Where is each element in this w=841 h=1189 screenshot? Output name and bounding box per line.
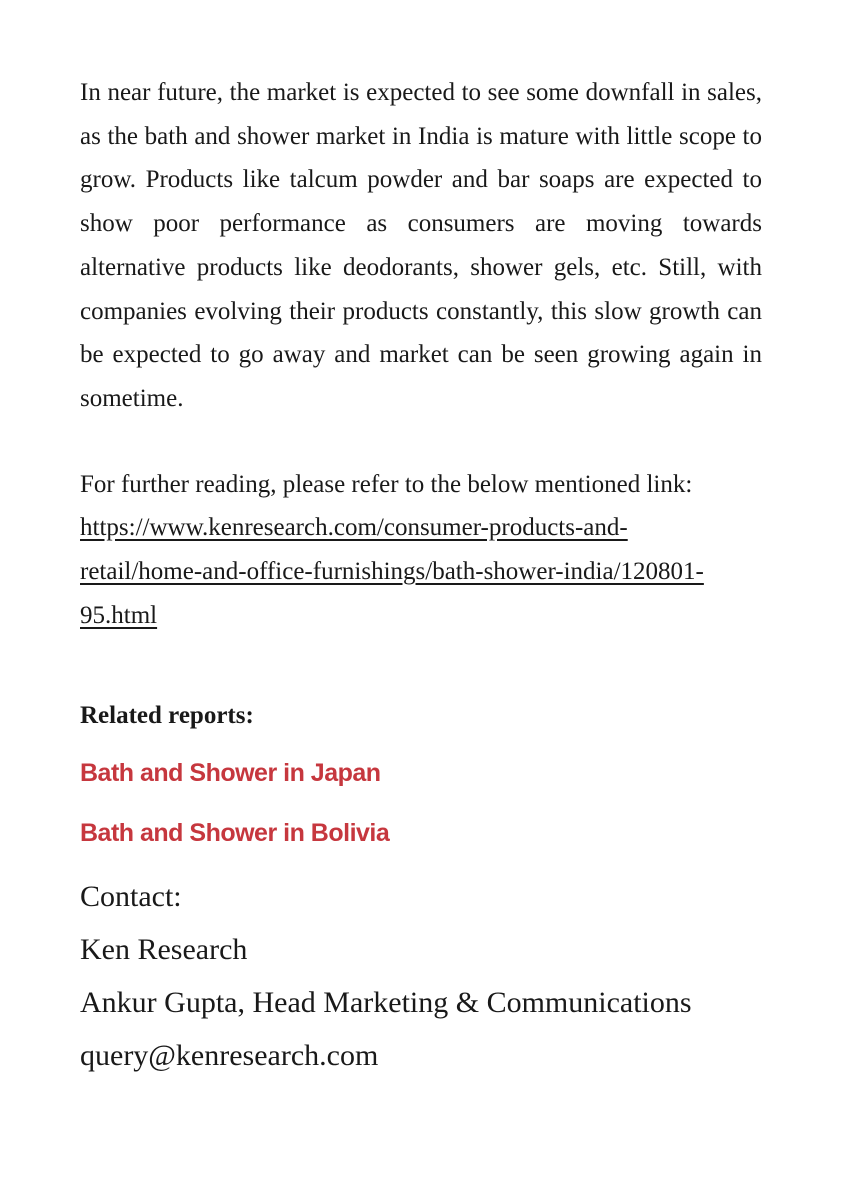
further-reading-intro: For further reading, please refer to the below mentioned link: — [80, 470, 693, 498]
contact-heading: Contact: — [80, 880, 182, 914]
further-reading-section — [80, 463, 762, 638]
contact-email: query@kenresearch.com — [80, 1039, 379, 1073]
contact-person: Ankur Gupta, Head Marketing & Communications — [80, 986, 692, 1020]
report-url-line-3[interactable]: 95.html — [80, 601, 158, 629]
contact-section — [80, 870, 762, 1082]
market-outlook-paragraph: In near future, the market is expected to see some downfall in sales, as the bath and shower market in India is mature with little scope to grow. Products like talcum powder and bar soaps are expected to show poor performance as consumers are moving towards alternative products like deodorants, shower gels, etc. Still, with companies evolving their products constantly, this slow growth can be expected to go away and market can be seen growing again in sometime. — [80, 79, 762, 412]
related-reports-heading: Related reports: — [80, 702, 254, 730]
report-url-line-1[interactable]: https://www.kenresearch.com/consumer-products-and- — [80, 514, 628, 542]
related-report-link-bolivia[interactable]: Bath and Shower in Bolivia — [80, 819, 390, 848]
report-url-line-2[interactable]: retail/home-and-office-furnishings/bath-shower-india/120801- — [80, 558, 704, 586]
report-url-link[interactable] — [80, 506, 762, 637]
related-report-link-japan[interactable]: Bath and Shower in Japan — [80, 759, 381, 788]
contact-company: Ken Research — [80, 933, 248, 967]
